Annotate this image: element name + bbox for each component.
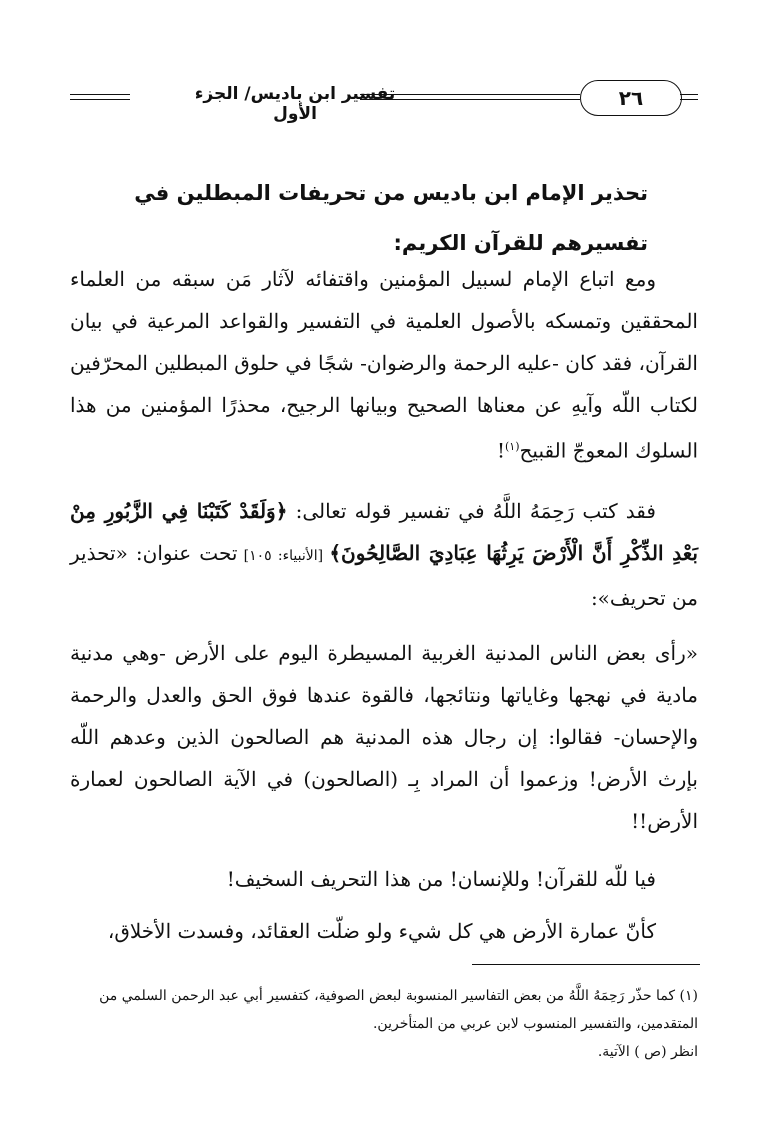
verse-reference: [الأنبياء: ١٠٥]	[237, 548, 330, 564]
running-header	[70, 80, 698, 124]
paragraph-1	[70, 258, 698, 472]
header-rule-left-thin	[70, 99, 130, 100]
paragraph-3-quote: «رأى بعض الناس المدنية الغربية المسيطرة اليوم على الأرض -وهي مدنية مادية في نهجها وغاياتها ونتائجها، فالقوة عندها فوق الحق والعدل والرحمة والإحسان- فقالوا: إن رجال هذه المدنية هم الصالحون الذين وعدهم اللّه بإرث الأرض! وزعموا أن المراد بِـ (الصالحون) في الآية الصالحون لعمارة الأرض!!	[70, 641, 698, 833]
footnotes	[70, 982, 698, 1066]
footnote-1: (١) كما حذّر رَحِمَهُ اللَّهُ من بعض التفاسير المنسوبة لبعض الصوفية، كتفسير أبي عبد الرحمن السلمي من المتقدمين، والتفسير المنسوب لابن عربي من المتأخرين.	[99, 988, 698, 1032]
footnote-separator	[472, 964, 700, 965]
quran-verse: ﴿وَلَقَدْ كَتَبْنَا فِي الزَّبُورِ مِنْ بَعْدِ الذِّكْرِ أَنَّ الْأَرْضَ يَرِثُهَا عِبَادِيَ الصَّالِحُونَ﴾	[70, 499, 698, 565]
paragraph-2-intro: فقد كتب رَحِمَهُ اللَّهُ في تفسير قوله تعالى:	[287, 499, 656, 523]
header-rule-left	[70, 94, 130, 95]
footnote-2: انظر (ص ) الآتية.	[597, 1044, 698, 1060]
paragraph-4: فيا للّه للقرآن! وللإنسان! من هذا التحريف السخيف!	[226, 867, 656, 891]
paragraph-2	[70, 490, 698, 619]
section-title: تحذير الإمام ابن باديس من تحريفات المبطلين في تفسيرهم للقرآن الكريم:	[134, 181, 648, 255]
header-rule-middle	[360, 94, 580, 95]
header-rule-right	[680, 94, 698, 95]
header-rule-middle-thin	[360, 99, 580, 100]
header-rule-right-thin	[680, 99, 698, 100]
paragraph-1-end: !	[496, 438, 505, 463]
page-number: ٢٦	[580, 80, 682, 116]
running-title: تفسير ابن باديس/ الجزء الأول	[194, 84, 396, 124]
paragraph-1-text: ومع اتباع الإمام لسبيل المؤمنين واقتفائه لآثار مَن سبقه من العلماء المحققين وتمسكه بالأصول العلمية في التفسير والقواعد المرعية في بيان القرآن، فقد كان -عليه الرحمة والرضوان- شجًا في حلوق المبطلين المحرّفين لكتاب اللّه وآيهِ عن معناها الصحيح وبيانها الرجيح، محذرًا المؤمنين من هذا السلوك المعوجّ القبيح	[70, 267, 698, 463]
footnote-ref: (١)	[504, 440, 520, 453]
paragraph-2-title: تحت عنوان: «تحذير من تحريف»:	[70, 541, 698, 610]
paragraph-5: كأنّ عمارة الأرض هي كل شيء ولو ضلّت العقائد، وفسدت الأخلاق،	[107, 919, 656, 943]
